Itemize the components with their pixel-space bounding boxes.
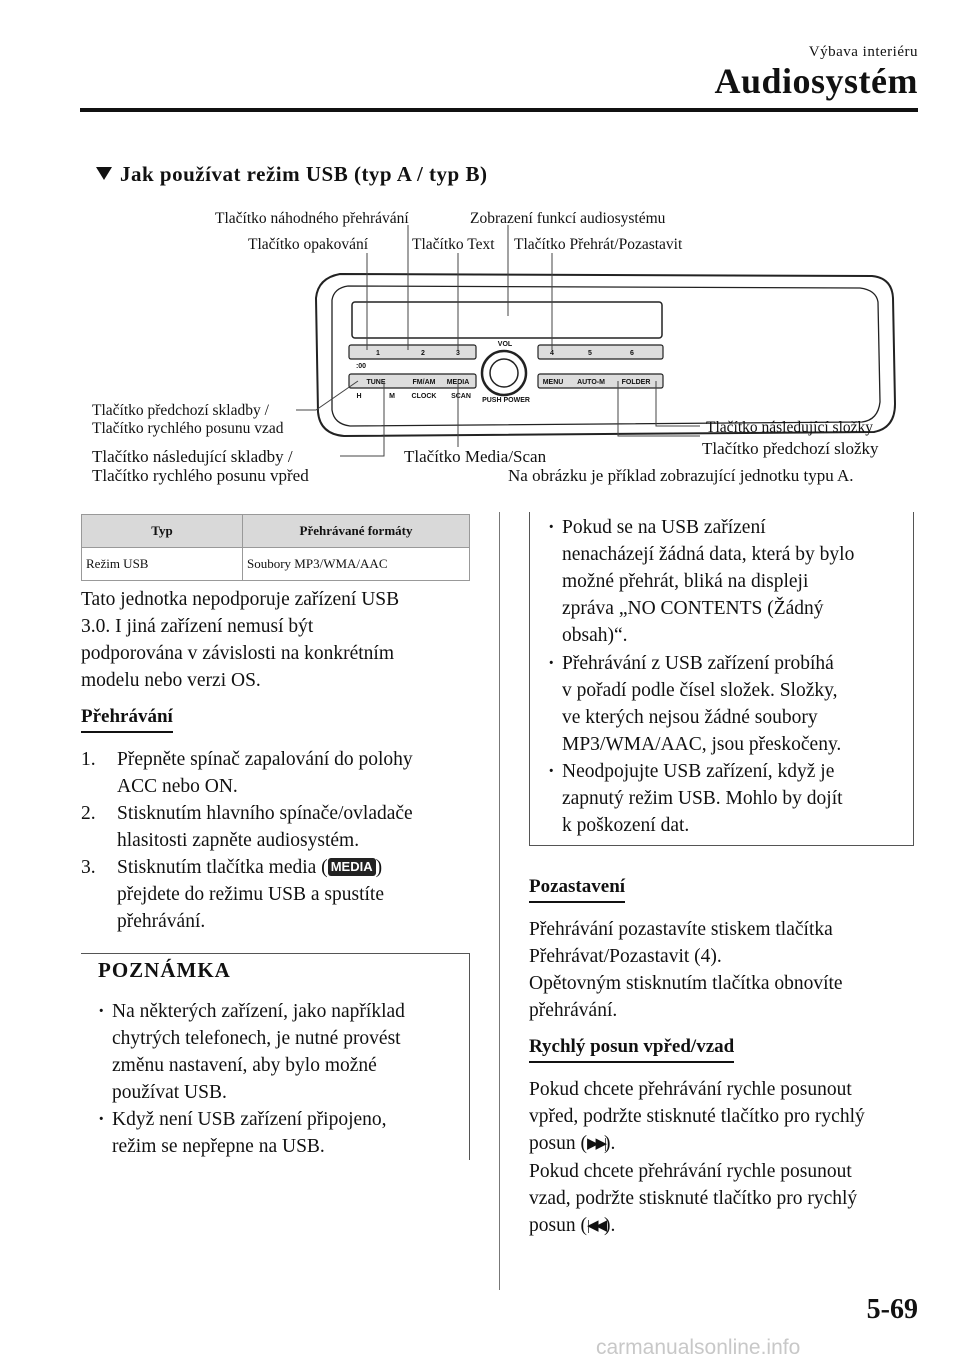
list-item: · Pokud se na USB zařízení nenacházejí žádná data, která by bylo možné přehrát, bliká na displeji zpráva „NO CONTENTS (Žádný obsah)“. (548, 517, 855, 646)
label-media-scan: Tlačítko Media/Scan (404, 447, 547, 466)
table-cell: Soubory MP3/WMA/AAC (243, 548, 470, 581)
folder-label: FOLDER (621, 379, 651, 386)
leader-prev-folder (618, 381, 700, 436)
clock-label: CLOCK (411, 393, 437, 400)
section-title: Jak používat režim USB (typ A / typ B) (96, 162, 487, 187)
list-item: · Přehrávání z USB zařízení probíhá v pořadí podle čísel složek. Složky, ve kterých nejsou žádné soubory MP3/WMA/AAC, jsou přeskočeny. (548, 653, 842, 755)
label-prev-track-2: Tlačítko rychlého posunu vzad (92, 420, 284, 437)
right-note-left-border (529, 512, 530, 846)
media-label: MEDIA (446, 379, 470, 386)
pause-paragraph: Přehrávání pozastavíte stiskem tlačítka Přehrávat/Pozastavit (4). Opětovným stisknutím tlačítka obnovíte přehrávání. (529, 919, 843, 1021)
tune-label: TUNE (366, 379, 386, 386)
format-table (81, 514, 470, 581)
display-panel (352, 302, 662, 338)
volume-knob-outer (482, 351, 526, 395)
m-label: M (389, 393, 395, 400)
pause-heading: Pozastavení (529, 876, 625, 903)
preset-5: 5 (588, 350, 592, 357)
label-repeat: Tlačítko opakování (248, 236, 369, 253)
label-next-track-1: Tlačítko následující skladby / (92, 447, 293, 466)
list-item: 1. Přepněte spínač zapalování do polohy ACC nebo ON. (81, 749, 413, 797)
ff-paragraph: Pokud chcete přehrávání rychle posunout vpřed, podržte stisknuté tlačítko pro rychlý posun (▶▶|). Pokud chcete přehrávání rychle posunout vzad, podržte stisknuté tlačítko pro rychlý posun (|◀◀). (529, 1076, 865, 1240)
preset-3: 3 (456, 350, 460, 357)
header-title: Audiosystém (714, 61, 918, 101)
list-item: 2. Stisknutím hlavního spínače/ovladače hlasitosti zapněte audiosystém. (81, 803, 413, 851)
leader-next-track (340, 381, 384, 456)
push-power-label: PUSH POWER (482, 397, 530, 404)
label-display: Zobrazení funkcí audiosystému (470, 210, 666, 227)
auto-m-label: AUTO-M (577, 379, 605, 386)
colon-label: :00 (355, 363, 367, 370)
preset-strip-right (538, 345, 663, 359)
right-note-right-border (913, 512, 914, 846)
volume-knob-inner (490, 359, 518, 387)
fast-forward-icon: ▶▶| (586, 1136, 605, 1152)
page-number: 5-69 (866, 1294, 918, 1325)
label-next-folder: Tlačítko následující složky (706, 419, 874, 436)
header-section: Výbava interiéru (808, 44, 918, 60)
table-header: Přehrávané formáty (243, 515, 470, 548)
label-next-track-2: Tlačítko rychlého posunu vpřed (92, 466, 309, 485)
fm-am-label: FM/AM (412, 379, 436, 386)
figure-caption: Na obrázku je příklad zobrazující jednotku typu A. (508, 466, 854, 485)
list-item: · Když není USB zařízení připojeno, režim se nepřepne na USB. (98, 1109, 387, 1157)
label-prev-folder: Tlačítko předchozí složky (702, 439, 879, 458)
intro-paragraph: Tato jednotka nepodporuje zařízení USB 3.0. I jiná zařízení nemusí být podporována v závislosti na konkrétním modelu nebo verzi OS. (81, 589, 400, 691)
list-item: · Na některých zařízení, jako například chytrých telefonech, je nutné provést změnu nastavení, aby bylo možné používat USB. (98, 1001, 405, 1103)
table-row (82, 548, 470, 581)
list-item: · Neodpojujte USB zařízení, když je zapnutý režim USB. Mohlo by dojít k poškození dat. (548, 761, 843, 836)
column-divider (499, 512, 500, 1290)
label-text: Tlačítko Text (412, 236, 495, 253)
ff-heading: Rychlý posun vpřed/vzad (529, 1036, 734, 1063)
label-prev-track-1: Tlačítko předchozí skladby / (92, 402, 269, 419)
label-random: Tlačítko náhodného přehrávání (215, 210, 409, 227)
right-note-bottom-border (529, 845, 914, 846)
play-heading: Přehrávání (81, 706, 173, 733)
note-title: POZNÁMKA (98, 958, 231, 982)
preset-2: 2 (421, 350, 425, 357)
rewind-icon: |◀◀ (586, 1218, 605, 1234)
vol-label: VOL (497, 341, 513, 348)
list-item: 3. Stisknutím tlačítka media ( MEDIA ) přejdete do režimu USB a spustíte přehrávání. (81, 857, 384, 932)
table-header-row (82, 515, 470, 548)
watermark: carmanualsonline.info (596, 1336, 801, 1359)
media-button-icon: MEDIA (328, 858, 376, 876)
scan-label: SCAN (451, 393, 471, 400)
preset-1: 1 (376, 350, 380, 357)
note-box-right-border (469, 953, 470, 1160)
label-play-pause: Tlačítko Přehrát/Pozastavit (514, 236, 683, 253)
preset-4: 4 (550, 350, 554, 357)
table-cell: Režim USB (82, 548, 243, 581)
menu-label: MENU (542, 379, 564, 386)
preset-6: 6 (630, 350, 634, 357)
table-header: Typ (82, 515, 243, 548)
h-label: H (356, 393, 362, 400)
